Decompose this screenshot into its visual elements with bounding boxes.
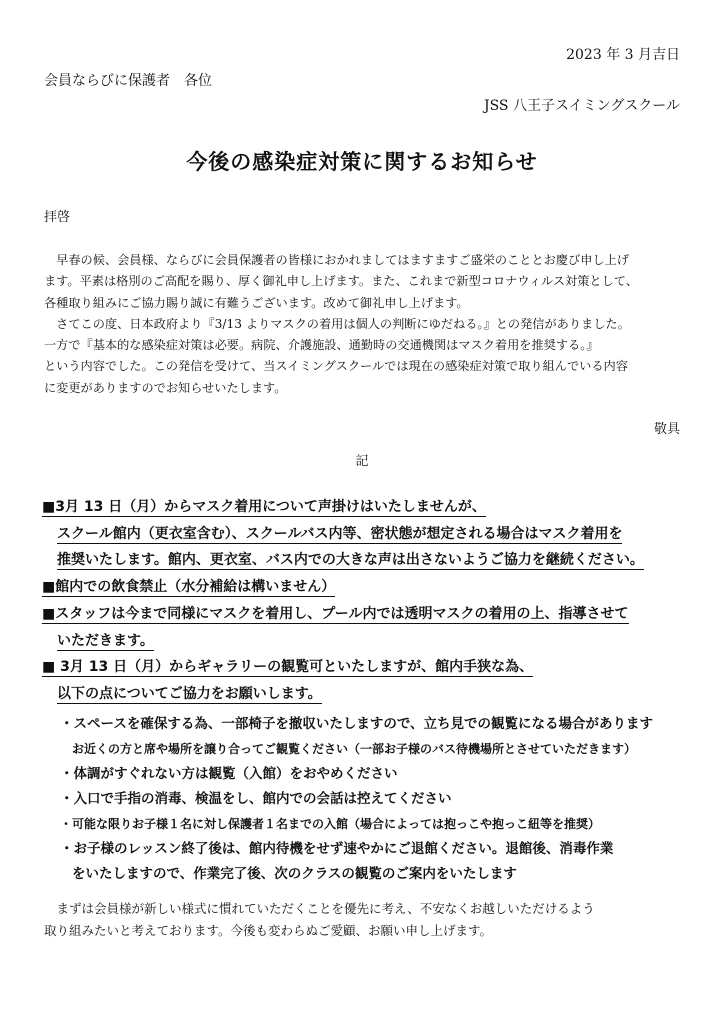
ki-heading: 記 <box>355 454 369 469</box>
notice-gallery <box>42 654 682 707</box>
notice-line: 以下の点についてご協力をお願いします。 <box>57 685 322 702</box>
body-line: 一方で『基本的な感染症対策は必要。病院、介護施設、通勤時の交通機関はマスク着用を推奨する。』 <box>44 338 599 353</box>
final-line: 取り組みたいと考えております。今後も変わらぬご愛顧、お願い申し上げます。 <box>44 922 493 938</box>
document-date: 2023 年 3 月吉日 <box>566 47 680 63</box>
addressee: 会員ならびに保護者 各位 <box>44 73 212 89</box>
notice-line: 推奨いたします。館内、更衣室、バス内での大きな声は出さないようご協力を継続ください。 <box>57 552 644 569</box>
notice-line: ■ 3月 13 日（月）からギャラリーの観覧可といたしますが、館内手狭な為、 <box>42 659 534 676</box>
body-line: という内容でした。この発信を受けて、当スイミングスクールでは現在の感染症対策で取り組んでいる内容 <box>44 359 628 374</box>
notice-line: スクール館内（更衣室含む）、スクールバス内等、密状態が想定される場合はマスク着用を <box>57 525 623 542</box>
rule-item-detail: をいたしますので、作業完了後、次のクラスの観覧のご案内をいたします <box>72 865 517 882</box>
body-line: 各種取り組みにご協力賜り誠に有難うございます。改めて御礼申し上げます。 <box>44 295 469 310</box>
body-line: ます。平素は格別のご高配を賜り、厚く御礼申し上げます。また、これまで新型コロナウィルス対策として、 <box>44 274 638 289</box>
notice-line: ■3月 13 日（月）からマスク着用について声掛けはいたしませんが、 <box>42 499 486 515</box>
notice-food <box>42 574 682 601</box>
notice-mask <box>42 494 682 574</box>
body-line: に変更がありますのでお知らせいたします。 <box>44 380 287 395</box>
notice-line: ■スタッフは今まで同様にマスクを着用し、プール内では透明マスクの着用の上、指導させて <box>42 605 629 622</box>
sender-name: JSS 八王子スイミングスクール <box>483 98 680 114</box>
rule-item: ・スペースを確保する為、一部椅子を撤収いたしますので、立ち見での観覧になる場合があります <box>60 715 654 732</box>
rule-item: ・体調がすぐれない方は観覧（入館）をおやめください <box>60 765 398 782</box>
rule-item-detail: お近くの方と席や場所を譲り合ってご観覧ください（一部お子様のバス待機場所とさせていただきます） <box>72 741 637 756</box>
final-line: まずは会員様が新しい様式に慣れていただくことを優先に考え、不安なくお越しいただけるよう <box>44 901 595 916</box>
gallery-rules <box>42 712 682 887</box>
rule-item: ・入口で手指の消毒、検温をし、館内での会話は控えてください <box>60 790 452 807</box>
notice-line: ■館内での飲食禁止（水分補給は構いません） <box>42 579 336 596</box>
closing-salutation: 敬具 <box>653 422 680 437</box>
body-line: 早春の候、会員様、ならびに会員保護者の皆様におかれましてはますますご盛栄のこととお慶び申し上げ <box>44 253 629 267</box>
rule-item: ・可能な限りお子様１名に対し保護者１名までの入館（場合によっては抱っこや抱っこ紐等を推奨） <box>60 816 601 831</box>
document-title: 今後の感染症対策に関するお知らせ <box>186 149 538 174</box>
closing-paragraph <box>44 898 595 941</box>
notice-list <box>42 494 682 887</box>
opening-salutation: 拝啓 <box>44 210 71 225</box>
body-text <box>44 250 684 399</box>
notice-line: いただきます。 <box>57 632 154 649</box>
body-line: さてこの度、日本政府より『3/13 よりマスクの着用は個人の判断にゆだねる。』との発信がありました。 <box>44 316 630 331</box>
rule-item: ・お子様のレッスン終了後は、館内待機をせず速やかにご退館ください。退館後、消毒作業 <box>60 840 614 857</box>
notice-staff <box>42 601 682 654</box>
